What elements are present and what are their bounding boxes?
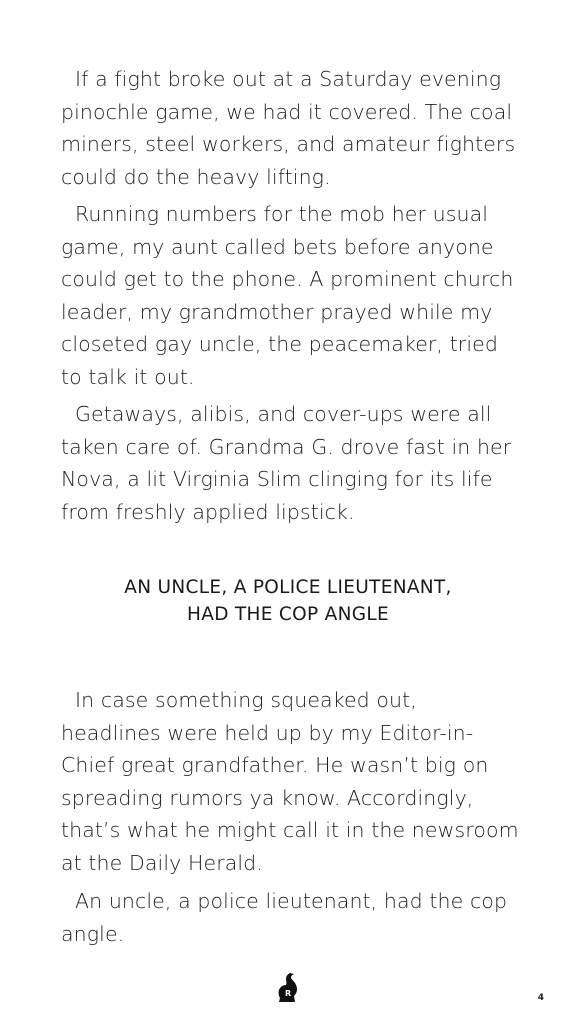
- paragraph-5: An uncle, a police lieutenant, had the cop angle.: [61, 889, 508, 946]
- paragraph-4: In case something squeaked out, headlines were held up by my Editor-in-Chief great grandfather. He wasn’t big on spreading rumors ya know. Accordingly, that’s what he might call it in the newsroom at the Daily Herald.: [61, 688, 519, 875]
- pull-quote-line-1: AN UNCLE, A POLICE LIEUTENANT,: [124, 577, 452, 598]
- page-number: 4: [537, 993, 544, 1003]
- pull-quote-line-2: HAD THE COP ANGLE: [187, 604, 389, 625]
- paragraph-2: Running numbers for the mob her usual game, my aunt called bets before anyone could get to the phone. A prominent church leader, my grandmother prayed while my closeted gay uncle, the peacemaker, tried to talk it out.: [61, 202, 514, 389]
- pull-quote: [60, 574, 516, 628]
- logo-letter: R: [285, 989, 292, 998]
- paragraph-1: If a fight broke out at a Saturday evening pinochle game, we had it covered. The coal miners, steel workers, and amateur fighters could do the heavy lifting.: [61, 67, 516, 189]
- paragraph-3: Getaways, alibis, and cover-ups were all taken care of. Grandma G. drove fast in her Nova, a lit Virginia Slim clinging for its life from freshly applied lipstick.: [61, 402, 512, 524]
- rooster-silhouette-icon: [273, 972, 301, 1004]
